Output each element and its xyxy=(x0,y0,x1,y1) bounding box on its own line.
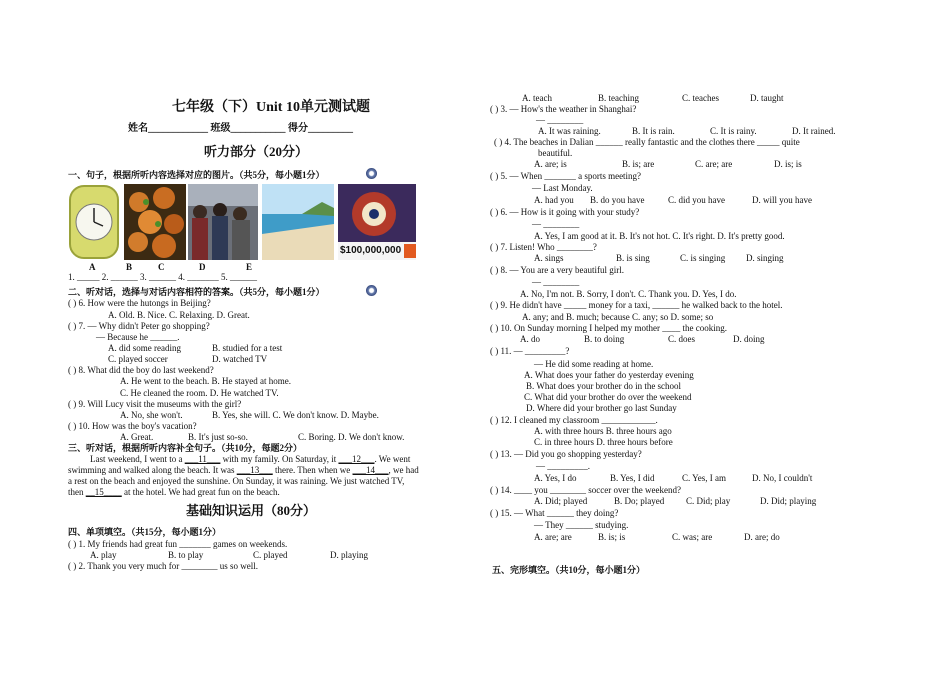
picture-a-clock xyxy=(68,184,120,260)
blank-11: ___11___ xyxy=(184,454,221,464)
option-d: D. are; do xyxy=(744,532,780,542)
passage-text: then xyxy=(68,487,86,497)
answer-line: — Last Monday. xyxy=(532,183,593,193)
answer-blank: — ________ xyxy=(536,115,584,125)
option-b: B. is sing xyxy=(616,253,650,263)
option-a: A. No, she won't. xyxy=(120,410,183,420)
option-b: B. is; are xyxy=(622,159,655,169)
sec3-heading: 三、听对话，根据所听内容补全句子。（共10分，每题2分） xyxy=(68,443,303,453)
question-line: ( ) 8. — You are a very beautiful girl. xyxy=(490,265,624,275)
option-d: D. watched TV xyxy=(212,354,268,364)
answer-blank: — ________ xyxy=(532,219,580,229)
options-line: C. He cleaned the room. D. He watched TV. xyxy=(120,388,279,398)
pic-label-d: D xyxy=(199,262,206,272)
passage-text: at the hotel. We had great fun on the beach. xyxy=(121,487,280,497)
blank-15: __15____ xyxy=(85,487,122,497)
passage-line-1 xyxy=(90,454,410,465)
option-c: C. Did; play xyxy=(686,496,731,506)
option-b: B. Do; played xyxy=(614,496,665,506)
option-a: A. are; are xyxy=(534,532,572,542)
pic-label-e: E xyxy=(246,262,253,272)
option-c: C. teaches xyxy=(682,93,719,103)
blank-12: ___12___ xyxy=(338,454,375,464)
option-a: A. play xyxy=(90,550,117,560)
sec4-heading: 四、单项填空。（共15分，每小题1分） xyxy=(68,527,222,537)
options-line: A. Old. B. Nice. C. Relaxing. D. Great. xyxy=(108,310,250,320)
passage-text: there. Then when we xyxy=(272,465,353,475)
option-c: C. was; are xyxy=(672,532,713,542)
option-b: B. to play xyxy=(168,550,204,560)
option-b: B. teaching xyxy=(598,93,639,103)
picture-e-money xyxy=(338,184,416,260)
option-d: D. Where did your brother go last Sunday xyxy=(526,403,677,413)
answer-blank: — ________ xyxy=(532,277,580,287)
option-c: C. is singing xyxy=(680,253,726,263)
question-line-cont: beautiful. xyxy=(538,148,573,158)
pic-label-b: B xyxy=(126,262,133,272)
question-line: ( ) 7. — Why didn't Peter go shopping? xyxy=(68,321,210,331)
sec5-heading: 五、完形填空。（共10分，每小题1分） xyxy=(492,565,646,575)
option-a: A. teach xyxy=(522,93,552,103)
options-line: C. Boring. D. We don't know. xyxy=(298,432,405,442)
question-line: ( ) 9. He didn't have _____ money for a taxi, ______ he walked back to the hotel. xyxy=(490,300,783,310)
sec2-heading: 二、听对话，选择与对话内容相符的答案。（共5分，每小题1分） xyxy=(68,287,325,297)
option-b: B. It is rain. xyxy=(632,126,675,136)
options-line: C. in three hours D. three hours before xyxy=(534,437,673,447)
answer-blank: — _________. xyxy=(536,461,590,471)
question-line: ( ) 9. Will Lucy visit the museums with the girl? xyxy=(68,399,242,409)
option-d: D. singing xyxy=(746,253,784,263)
option-d: D. taught xyxy=(750,93,784,103)
options-line: A. any; and B. much; because C. any; so D. some; so xyxy=(522,312,714,322)
answer-line: — He did some reading at home. xyxy=(534,359,654,369)
option-a: A. are; is xyxy=(534,159,567,169)
question-line: — Because he ______. xyxy=(96,332,180,342)
option-b: B. studied for a test xyxy=(212,343,283,353)
student-info-line: 姓名____________ 班级___________ 得分_________ xyxy=(128,123,353,134)
option-c: C. did you have xyxy=(668,195,725,205)
option-a: A. Yes, I do xyxy=(534,473,577,483)
option-c: C. does xyxy=(668,334,695,344)
options-line: A. with three hours B. three hours ago xyxy=(534,426,672,436)
question-line: ( ) 15. — What ______ they doing? xyxy=(490,508,619,518)
question-line: ( ) 1. My friends had great fun _______ games on weekends. xyxy=(68,539,288,549)
question-line: ( ) 8. What did the boy do last weekend? xyxy=(68,365,214,375)
option-d: D. is; is xyxy=(774,159,802,169)
option-a: A. Did; played xyxy=(534,496,588,506)
option-c: C. What did your brother do over the weekend xyxy=(524,392,692,402)
question-line: ( ) 10. How was the boy's vacation? xyxy=(68,421,197,431)
sec1-answer-line: 1. _____ 2. ______ 3. ______ 4. _______ 5. ______ xyxy=(68,272,257,282)
audio-speaker-icon[interactable] xyxy=(366,168,377,179)
question-line: ( ) 12. I cleaned my classroom ____________. xyxy=(490,415,658,425)
question-line: ( ) 4. The beaches in Dalian ______ really fantastic and the clothes there _____ quite xyxy=(494,137,800,147)
passage-text: swimming and walked along the beach. It was xyxy=(68,465,237,475)
blank-14: ___14___ xyxy=(352,465,389,475)
passage-text: , we had xyxy=(388,465,419,475)
options-line: B. Yes, she will. C. We don't know. D. Maybe. xyxy=(212,410,379,420)
option-c: C. played xyxy=(253,550,288,560)
pic-label-c: C xyxy=(158,262,165,272)
option-b: B. It's just so-so. xyxy=(188,432,248,442)
question-line: ( ) 5. — When _______ a sports meeting? xyxy=(490,171,642,181)
page-title: 七年级（下）Unit 10单元测试题 xyxy=(172,100,370,115)
picture-c-crowd xyxy=(188,184,258,260)
question-line: ( ) 11. — _________? xyxy=(490,346,570,356)
option-b: B. What does your brother do in the school xyxy=(526,381,682,391)
question-line: ( ) 2. Thank you very much for ________ us so well. xyxy=(68,561,259,571)
option-d: D. Did; playing xyxy=(760,496,817,506)
option-a: A. It was raining. xyxy=(538,126,601,136)
option-d: D. doing xyxy=(733,334,765,344)
option-b: B. Yes, I did xyxy=(610,473,655,483)
option-a: A. Great. xyxy=(120,432,154,442)
question-line: ( ) 6. — How is it going with your study? xyxy=(490,207,640,217)
question-line: ( ) 3. — How's the weather in Shanghai? xyxy=(490,104,637,114)
passage-line-4 xyxy=(68,487,280,498)
passage-line-3: a rest on the beach and enjoyed the sunshine. On Sunday, it was raining. We just watched TV, xyxy=(68,476,405,486)
options-line: A. Yes, I am good at it. B. It's not hot. C. It's right. D. It's pretty good. xyxy=(534,231,785,241)
picture-b-food xyxy=(124,184,186,260)
passage-text: Last weekend, I went to a xyxy=(90,454,185,464)
question-line: ( ) 14. ____ you ________ soccer over the weekend? xyxy=(490,485,681,495)
answer-line: — They ______ studying. xyxy=(534,520,629,530)
pic-label-a: A xyxy=(89,262,96,272)
blank-13: ___13___ xyxy=(236,465,273,475)
money-amount-label: $100,000,000 xyxy=(340,245,402,256)
option-b: B. to doing xyxy=(584,334,625,344)
options-line: A. No, I'm not. B. Sorry, I don't. C. Thank you. D. Yes, I do. xyxy=(520,289,737,299)
option-b: B. is; is xyxy=(598,532,626,542)
question-line: ( ) 7. Listen! Who ________? xyxy=(490,242,597,252)
question-line: ( ) 13. — Did you go shopping yesterday? xyxy=(490,449,642,459)
option-c: C. played soccer xyxy=(108,354,168,364)
listening-title: 听力部分（20分） xyxy=(204,144,309,159)
option-c: C. are; are xyxy=(695,159,733,169)
option-a: A. had you xyxy=(534,195,574,205)
option-c: C. Yes, I am xyxy=(682,473,727,483)
option-b: B. do you have xyxy=(590,195,645,205)
audio-speaker-icon[interactable] xyxy=(366,285,377,296)
option-a: A. What does your father do yesterday evening xyxy=(524,370,694,380)
options-line: A. He went to the beach. B. He stayed at home. xyxy=(120,376,291,386)
option-d: D. No, I couldn't xyxy=(752,473,813,483)
basics-title: 基础知识运用（80分） xyxy=(186,503,317,518)
passage-line-2 xyxy=(68,465,419,476)
sec1-heading: 一、句子，根据所听内容选择对应的图片。（共5分，每小题1分） xyxy=(68,170,325,180)
option-d: D. It rained. xyxy=(792,126,836,136)
option-a: A. do xyxy=(520,334,540,344)
passage-text: . We went xyxy=(374,454,411,464)
option-a: A. sings xyxy=(534,253,564,263)
option-d: D. will you have xyxy=(752,195,812,205)
picture-d-beach xyxy=(262,184,334,260)
option-d: D. playing xyxy=(330,550,368,560)
question-line: ( ) 6. How were the hutongs in Beijing? xyxy=(68,298,211,308)
passage-text: with my family. On Saturday, it xyxy=(220,454,339,464)
question-line: ( ) 10. On Sunday morning I helped my mother ____ the cooking. xyxy=(490,323,727,333)
option-c: C. It is rainy. xyxy=(710,126,757,136)
option-a: A. did some reading xyxy=(108,343,181,353)
